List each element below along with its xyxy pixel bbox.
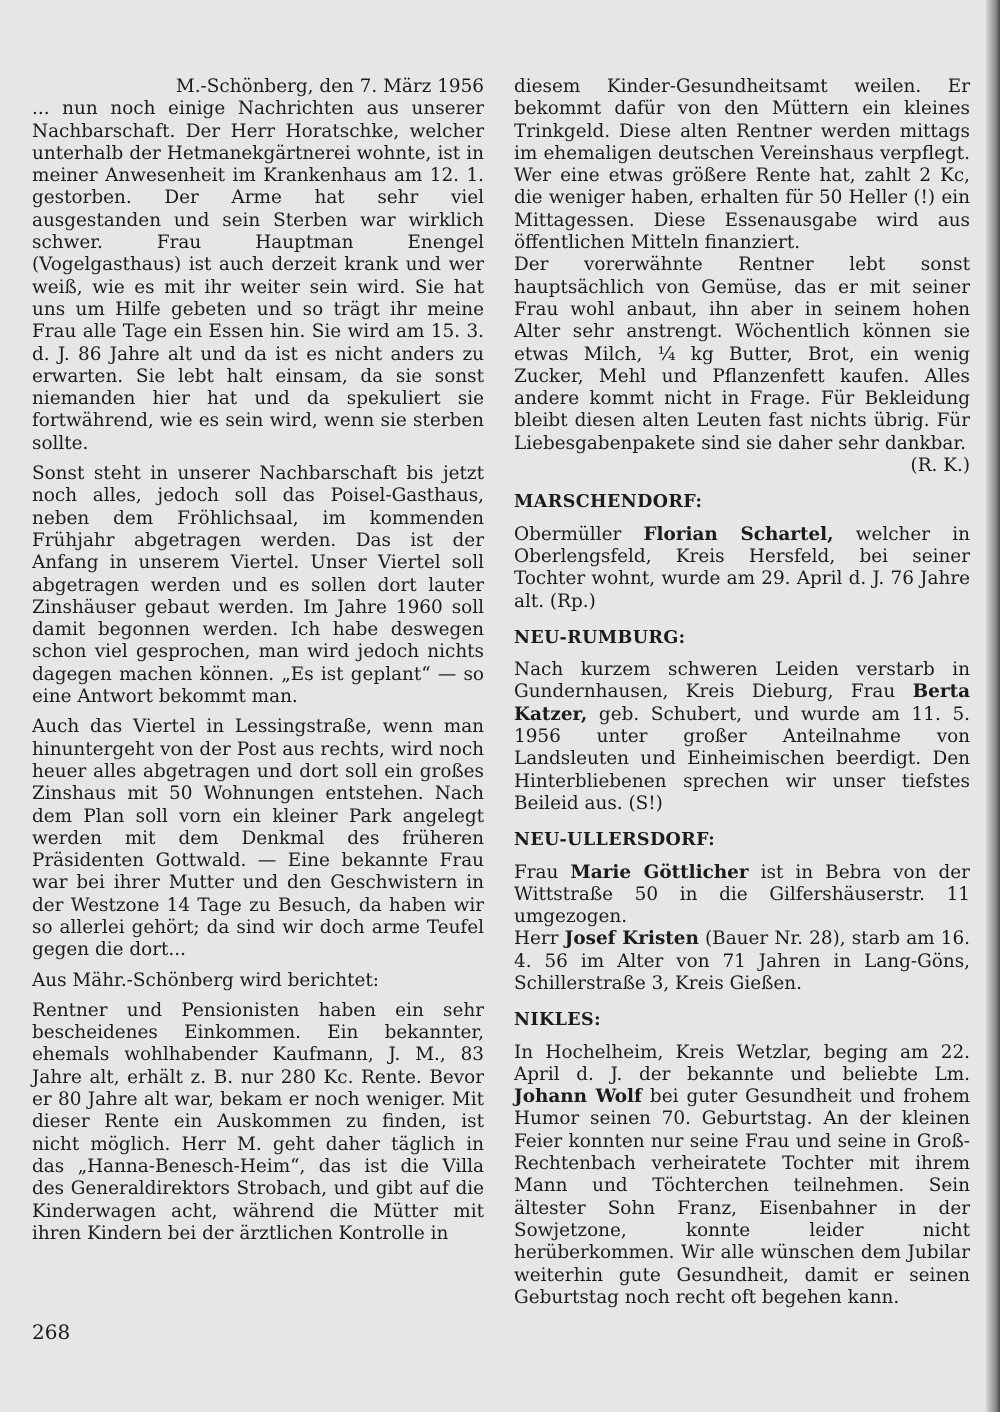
person-name: Josef Kristen (564, 928, 699, 950)
entry-text: Obermüller (514, 523, 644, 545)
entry-text: geb. Schubert, und wurde am 11. 5. 1956 unter großer Anteilnahme von Landsleuten und Einheimischen beerdigt. Den Hinterbliebenen sprechen wir unser tiefstes Beileid aus. (S!) (514, 703, 970, 814)
person-name: Johann Wolf (514, 1086, 642, 1108)
report-signoff: (R. K.) (910, 455, 970, 477)
marschendorf-entry (514, 524, 970, 613)
nikles-entry (514, 1042, 970, 1310)
entry-text: Frau (514, 861, 571, 883)
entry-text: bei guter Gesundheit und frohem Humor seinen 70. Geburtstag. An der kleinen Feier konnten nur seine Frau und seine in Groß-Rechtenbach verheiratete Tochter mit ihrem Mann und Töchterchen teilnehmen. Sein ältester Sohn Franz, Eisenbahner in der Sowjetzone, konnte leider nicht herüberkommen. Wir alle wünschen dem Jubilar weiterhin gute Gesundheit, damit er seinen Geburtstag noch recht oft begehen kann. (514, 1086, 970, 1308)
dateline: M.-Schönberg, den 7. März 1956 (175, 76, 484, 97)
report-continuation-1: diesem Kinder-Gesundheitsamt weilen. Er bekommt dafür von den Müttern ein kleines Trinkgeld. Diese alten Rentner werden mittags im ehemaligen deutschen Vereinshaus verpflegt. Wer eine etwas größere Rente hat, zahlt 2 Kc, die weniger haben, erhalten für 50 Heller (!) ein Mittagessen. Diese Essenausgabe wird aus öffentlichen Mitteln finanziert. (514, 76, 970, 254)
page-number: 268 (32, 1320, 71, 1344)
entry-text: (Bauer Nr. 28), starb am 16. 4. 56 im Alter von 71 Jahren in Lang-Göns, Schillerstraße 3, Kreis Gießen. (514, 928, 971, 994)
entry-text: ist in Bebra von der Wittstraße 50 in die Gilfershäuserstr. 11 umgezogen. (514, 861, 970, 928)
letter-paragraph-1: ... nun noch einige Nachrichten aus unserer Nachbarschaft. Der Herr Horatschke, welcher unterhalb der Hetmanekgärtnerei wohnte, ist in meiner Anwesenheit im Krankenhaus am 12. 1. gestorben. Der Arme hat sehr viel ausgestanden und sein Sterben war wirklich schwer. Frau Hauptman Enengel (Vogelgasthaus) ist auch derzeit krank und wer weiß, wie es mit ihr weiter sein wird. Sie hat uns um Hilfe gebeten und so trägt ihr meine Frau alle Tage ein Essen hin. Sie wird am 15. 3. d. J. 86 Jahre alt und da ist es nicht anders zu erwarten. Sie lebt halt einsam, da sie sonst niemanden hier hat und da spekuliert sie fortwährend, wie es sein wird, wenn sie sterben sollte. (32, 98, 484, 454)
heading-nikles: NIKLES: (514, 1010, 601, 1031)
left-column (32, 76, 484, 1253)
entry-text: Herr (514, 928, 565, 950)
heading-marschendorf: MARSCHENDORF: (514, 492, 703, 513)
page-edge (986, 0, 1000, 1412)
neu-rumburg-entry (514, 659, 970, 815)
right-column (514, 76, 970, 1317)
entry-text: Nach kurzem schweren Leiden verstarb in Gundernhausen, Kreis Dieburg, Frau (514, 659, 970, 703)
heading-neu-rumburg: NEU-RUMBURG: (514, 627, 686, 648)
neu-ullersdorf-entry-1 (514, 862, 970, 929)
entry-text: In Hochelheim, Kreis Wetzlar, beging am 22. April d. J. der bekannte und beliebte Lm. (514, 1041, 970, 1085)
letter-paragraph-3: Auch das Viertel in Lessingstraße, wenn man hinuntergeht von der Post aus rechts, wird noch heuer alles abgetragen und dort soll ein großes Zinshaus mit 50 Wohnungen entstehen. Nach dem Plan soll vorn ein kleiner Park angelegt werden mit dem Denkmal des früheren Präsidenten Gottwald. — Eine bekannte Frau war bei ihrer Mutter und den Geschwistern in der Westzone 14 Tage zu Besuch, da haben wir so allerlei gehört; da sind wir doch arme Teufel gegen die dort... (32, 716, 484, 961)
heading-neu-ullersdorf: NEU-ULLERSDORF: (514, 830, 716, 851)
person-name: Florian Schartel, (643, 523, 834, 545)
person-name: Berta Katzer, (514, 681, 970, 725)
report-intro: Aus Mähr.-Schönberg wird berichtet: (32, 969, 379, 991)
letter-paragraph-2: Sonst steht in unserer Nachbarschaft bis jetzt noch alles, jedoch soll das Poisel-Gasthaus, neben dem Fröhlichsaal, im kommenden Frühjahr abgetragen werden. Das ist der Anfang in unserem Viertel. Unser Viertel soll abgetragen werden und es sollen dort lauter Zinshäuser gebaut werden. Im Jahre 1960 soll damit begonnen werden. Ich habe deswegen schon viel gesprochen, man wird jedoch nichts dagegen machen können. „Es ist geplant“ — so eine Antwort bekommt man. (32, 463, 484, 708)
report-continuation-text: Der vorerwähnte Rentner lebt sonst hauptsächlich von Gemüse, das er mit seiner Frau wohl anbaut, ihn aber in seinem hohen Alter sehr anstrengt. Wöchentlich können sie etwas Milch, ¼ kg Butter, Brot, ein wenig Zucker, Mehl und Pflanzenfett kaufen. Alles andere kommt nicht in Frage. Für Bekleidung bleibt diesen alten Leuten fast nichts übrig. Für Liebesgabenpakete sind sie daher sehr dankbar. (514, 254, 970, 454)
person-name: Marie Göttlicher (570, 861, 749, 883)
report-continuation-2 (514, 254, 970, 477)
neu-ullersdorf-entry-2 (514, 928, 970, 995)
entry-text: welcher in Oberlengsfeld, Kreis Hersfeld, bei seiner Tochter wohnt, wurde am 29. April d. J. 76 Jahre alt. (Rp.) (514, 523, 970, 612)
report-paragraph: Rentner und Pensionisten haben ein sehr bescheidenes Einkommen. Ein bekannter, ehemals wohlhabender Kaufmann, J. M., 83 Jahre alt, erhält z. B. nur 280 Kc. Rente. Bevor er 80 Jahre alt war, bekam er noch weniger. Mit dieser Rente ein Auskommen zu finden, ist nicht möglich. Herr M. geht daher täglich in das „Hanna-Benesch-Heim“, das ist die Villa des Generaldirektors Strobach, und gibt auf die Kinderwagen acht, während die Mütter mit ihren Kindern bei der ärztlichen Kontrolle in (32, 999, 484, 1244)
